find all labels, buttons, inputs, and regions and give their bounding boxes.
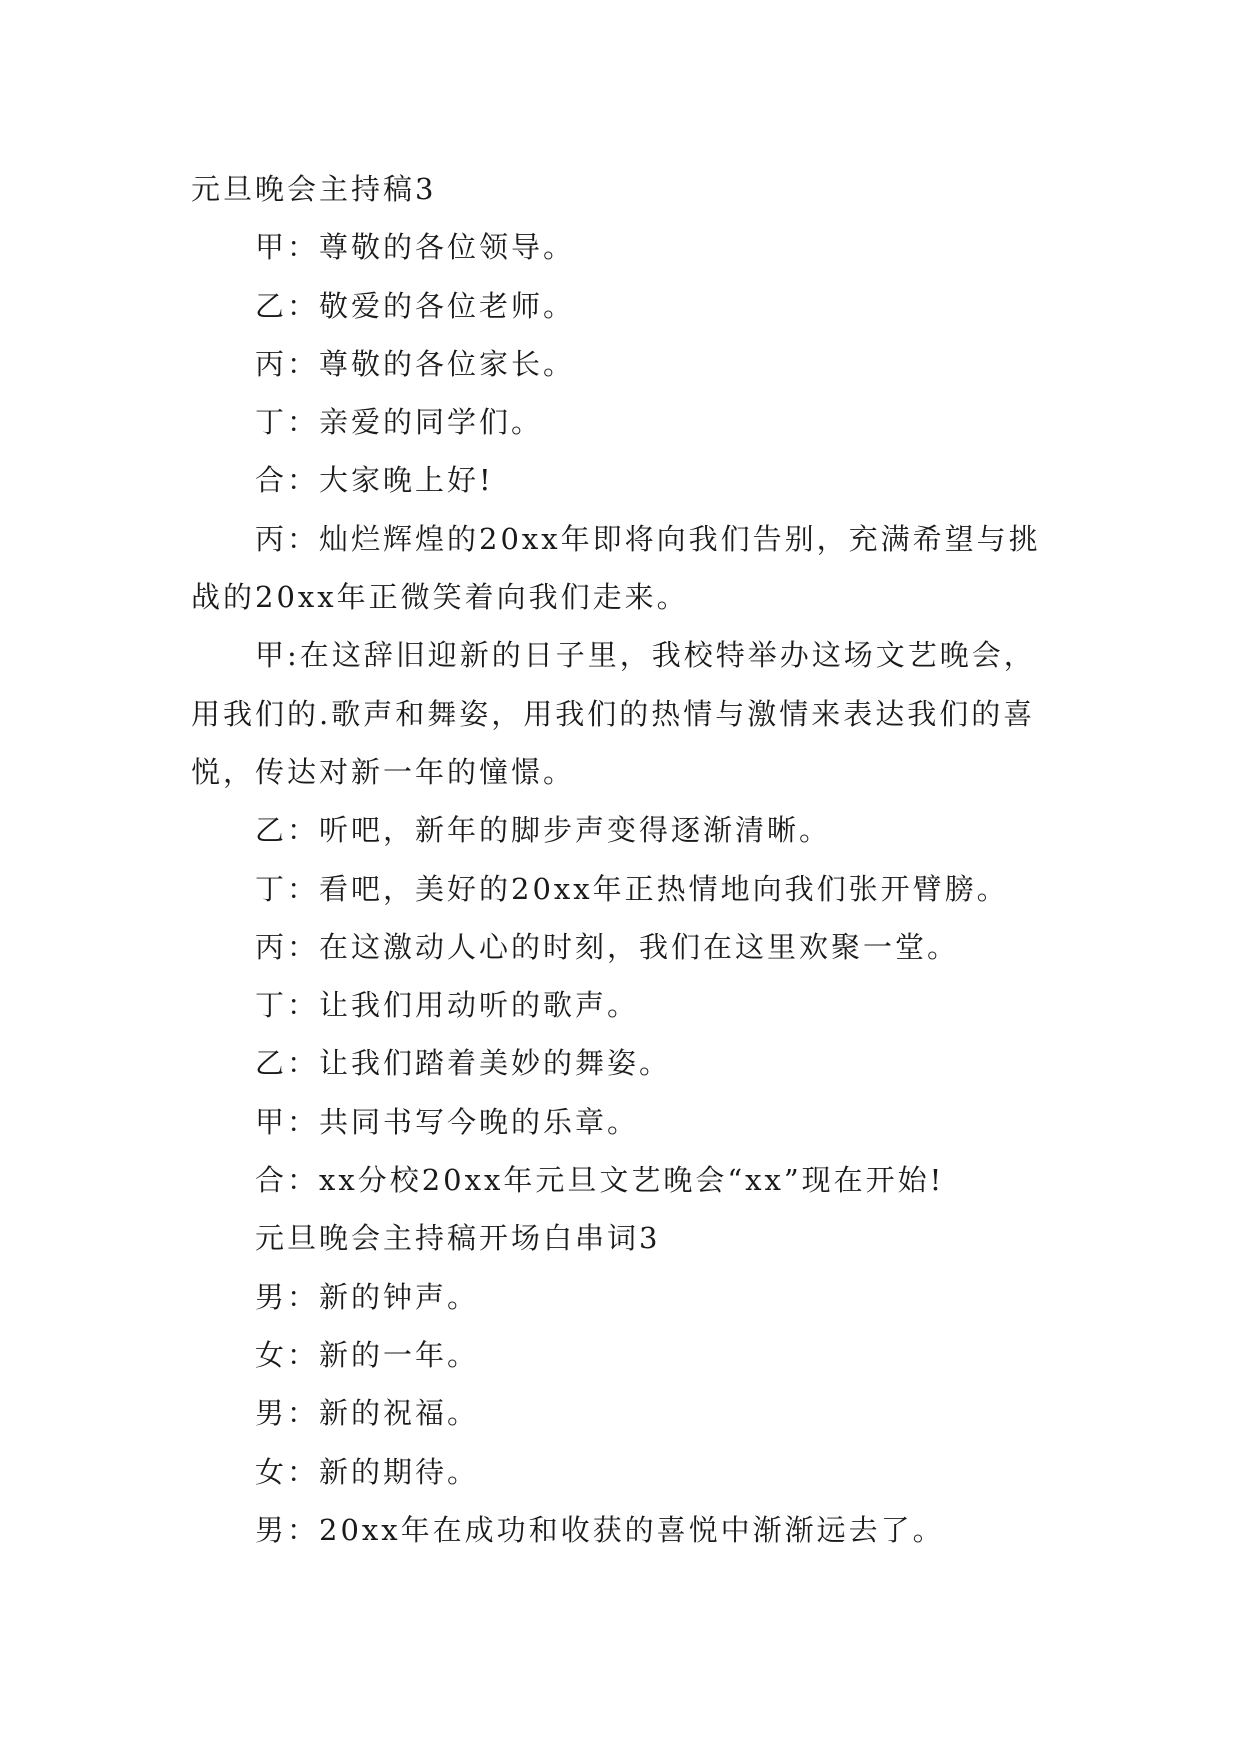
paragraph: 合：xx分校20xx年元旦文艺晚会“xx”现在开始! xyxy=(255,1163,945,1198)
paragraph: 丁：亲爱的同学们。 xyxy=(255,405,544,440)
document-title: 元旦晚会主持稿3 xyxy=(191,172,437,206)
paragraph: 女：新的期待。 xyxy=(255,1454,480,1489)
paragraph: 甲:在这辞旧迎新的日子里，我校特举办这场文艺晚会，用我们的.歌声和舞姿，用我们的热情与激情来表达我们的喜悦，传达对新一年的憧憬。 xyxy=(191,638,1036,789)
paragraph: 乙：让我们踏着美妙的舞姿。 xyxy=(255,1046,672,1081)
paragraph: 男：新的钟声。 xyxy=(255,1279,480,1314)
paragraph: 丙：灿烂辉煌的20xx年即将向我们告别，充满希望与挑战的20xx年正微笑着向我们走来。 xyxy=(191,521,1041,615)
paragraph: 丁：看吧，美好的20xx年正热情地向我们张开臂膀。 xyxy=(255,871,1009,906)
paragraph: 甲：共同书写今晚的乐章。 xyxy=(255,1104,640,1139)
paragraph: 男：新的祝福。 xyxy=(255,1396,480,1431)
paragraph: 丁：让我们用动听的歌声。 xyxy=(255,988,640,1023)
section-heading: 元旦晚会主持稿开场白串词3 xyxy=(255,1221,661,1256)
paragraph: 丙：在这激动人心的时刻，我们在这里欢聚一堂。 xyxy=(255,929,960,964)
paragraph: 女：新的一年。 xyxy=(255,1337,480,1372)
paragraph: 丙：尊敬的各位家长。 xyxy=(255,346,576,381)
paragraph: 男：20xx年在成功和收获的喜悦中渐渐远去了。 xyxy=(255,1512,945,1547)
paragraph: 合：大家晚上好! xyxy=(255,463,494,498)
paragraph: 甲：尊敬的各位领导。 xyxy=(255,230,576,265)
paragraph: 乙：听吧，新年的脚步声变得逐渐清晰。 xyxy=(255,813,832,848)
document-body xyxy=(191,160,1051,1559)
paragraph: 乙：敬爱的各位老师。 xyxy=(255,288,576,323)
